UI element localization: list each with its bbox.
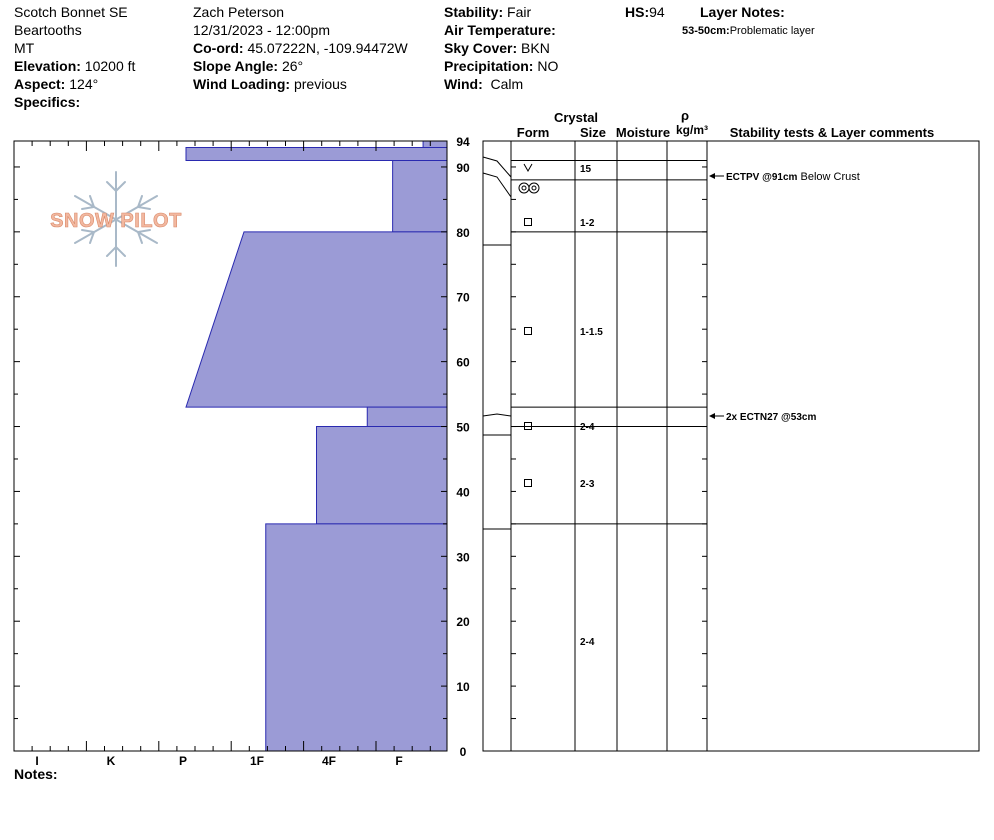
melt-form-icon — [529, 183, 539, 193]
y-tick-label: 90 — [456, 160, 470, 175]
hardness-layer-2 — [393, 160, 447, 231]
coord-row: Co-ord: 45.07222N, -109.94472W — [193, 40, 408, 56]
y-tick-label: 60 — [456, 355, 470, 370]
crystal-size-label: 15 — [580, 164, 592, 175]
col-size: Size — [579, 125, 607, 140]
range-name: Beartooths — [14, 22, 82, 38]
y-tick-label: 30 — [456, 550, 470, 565]
hardness-tick-label: 1F — [249, 754, 265, 768]
boundary-connector — [483, 173, 511, 197]
precip-row: Precipitation: NO — [444, 58, 559, 74]
stability-arrow-icon — [709, 173, 715, 179]
surface-hoar-icon — [524, 164, 532, 171]
specifics-row: Specifics: — [14, 94, 81, 110]
col-crystal: Crystal — [553, 110, 599, 125]
stability-row: Stability: Fair — [444, 4, 532, 20]
location-name: Scotch Bonnet SE — [14, 4, 128, 20]
hardness-tick-label: F — [395, 754, 403, 768]
y-tick-label: 40 — [456, 485, 470, 500]
layer-notes-heading: Layer Notes: — [700, 4, 785, 20]
observation-datetime: 12/31/2023 - 12:00pm — [193, 22, 330, 38]
aspect-row: Aspect: 124° — [14, 76, 99, 92]
hs-row: HS:94 — [625, 4, 665, 20]
crystal-size-label: 1-1.5 — [580, 327, 603, 338]
y-tick-label: 0 — [459, 745, 467, 759]
hardness-tick-label: K — [106, 754, 116, 768]
hardness-tick-label: P — [178, 754, 188, 768]
melt-form-icon — [522, 186, 526, 190]
logo-text: SNOW PILOT — [50, 210, 182, 232]
layers-table-frame — [483, 141, 979, 751]
wind-row: Wind: Calm — [444, 76, 524, 92]
stability-arrow-icon — [709, 413, 715, 419]
boundary-connector — [483, 414, 511, 416]
y-tick-label: 94 — [456, 135, 470, 149]
crystal-size-label: 1-2 — [580, 218, 595, 229]
faceted-crystal-icon — [525, 423, 532, 430]
crystal-size-label: 2-4 — [580, 422, 595, 433]
crystal-size-label: 2-3 — [580, 479, 595, 490]
hardness-layer-6 — [266, 524, 447, 751]
layers-table-content — [519, 164, 603, 648]
faceted-crystal-icon — [525, 219, 532, 226]
layers-table-grid — [483, 141, 707, 751]
stability-test-label: ECTPV @91cm Below Crust — [726, 171, 860, 183]
wind-loading-row: Wind Loading: previous — [193, 76, 347, 92]
melt-form-icon — [532, 186, 536, 190]
air-temp-row: Air Temperature: — [444, 22, 556, 38]
elevation-row: Elevation: 10200 ft — [14, 58, 136, 74]
melt-form-icon — [519, 183, 529, 193]
y-tick-label: 20 — [456, 615, 470, 630]
y-tick-label: 10 — [456, 680, 470, 695]
hardness-layer-4 — [367, 407, 447, 426]
hardness-layer-5 — [317, 427, 448, 524]
layer-note-row: 53-50cm:Problematic layer — [682, 25, 815, 37]
faceted-crystal-icon — [525, 328, 532, 335]
hardness-tick-label: I — [35, 754, 39, 768]
col-rho: ρ — [680, 108, 690, 123]
slope-row: Slope Angle: 26° — [193, 58, 304, 74]
hardness-tick-label: 4F — [321, 754, 337, 768]
stability-test-label: 2x ECTN27 @53cm — [726, 412, 817, 423]
hardness-layer-1 — [186, 147, 447, 160]
sky-row: Sky Cover: BKN — [444, 40, 550, 56]
y-tick-label: 70 — [456, 290, 470, 305]
hardness-profile — [186, 141, 447, 751]
notes-label: Notes: — [14, 766, 58, 782]
y-tick-label: 50 — [456, 420, 470, 435]
col-density-unit: kg/m³ — [675, 123, 709, 137]
crystal-size-label: 2-4 — [580, 637, 595, 648]
state-name: MT — [14, 40, 35, 56]
faceted-crystal-icon — [525, 480, 532, 487]
col-form: Form — [516, 125, 550, 140]
hardness-layer-0 — [423, 141, 447, 147]
observer-name: Zach Peterson — [193, 4, 285, 20]
col-moisture: Moisture — [615, 125, 671, 140]
y-tick-label: 80 — [456, 225, 470, 240]
hardness-layer-3 — [186, 232, 447, 407]
stability-tests — [709, 171, 860, 423]
col-stability-comments: Stability tests & Layer comments — [729, 125, 935, 140]
